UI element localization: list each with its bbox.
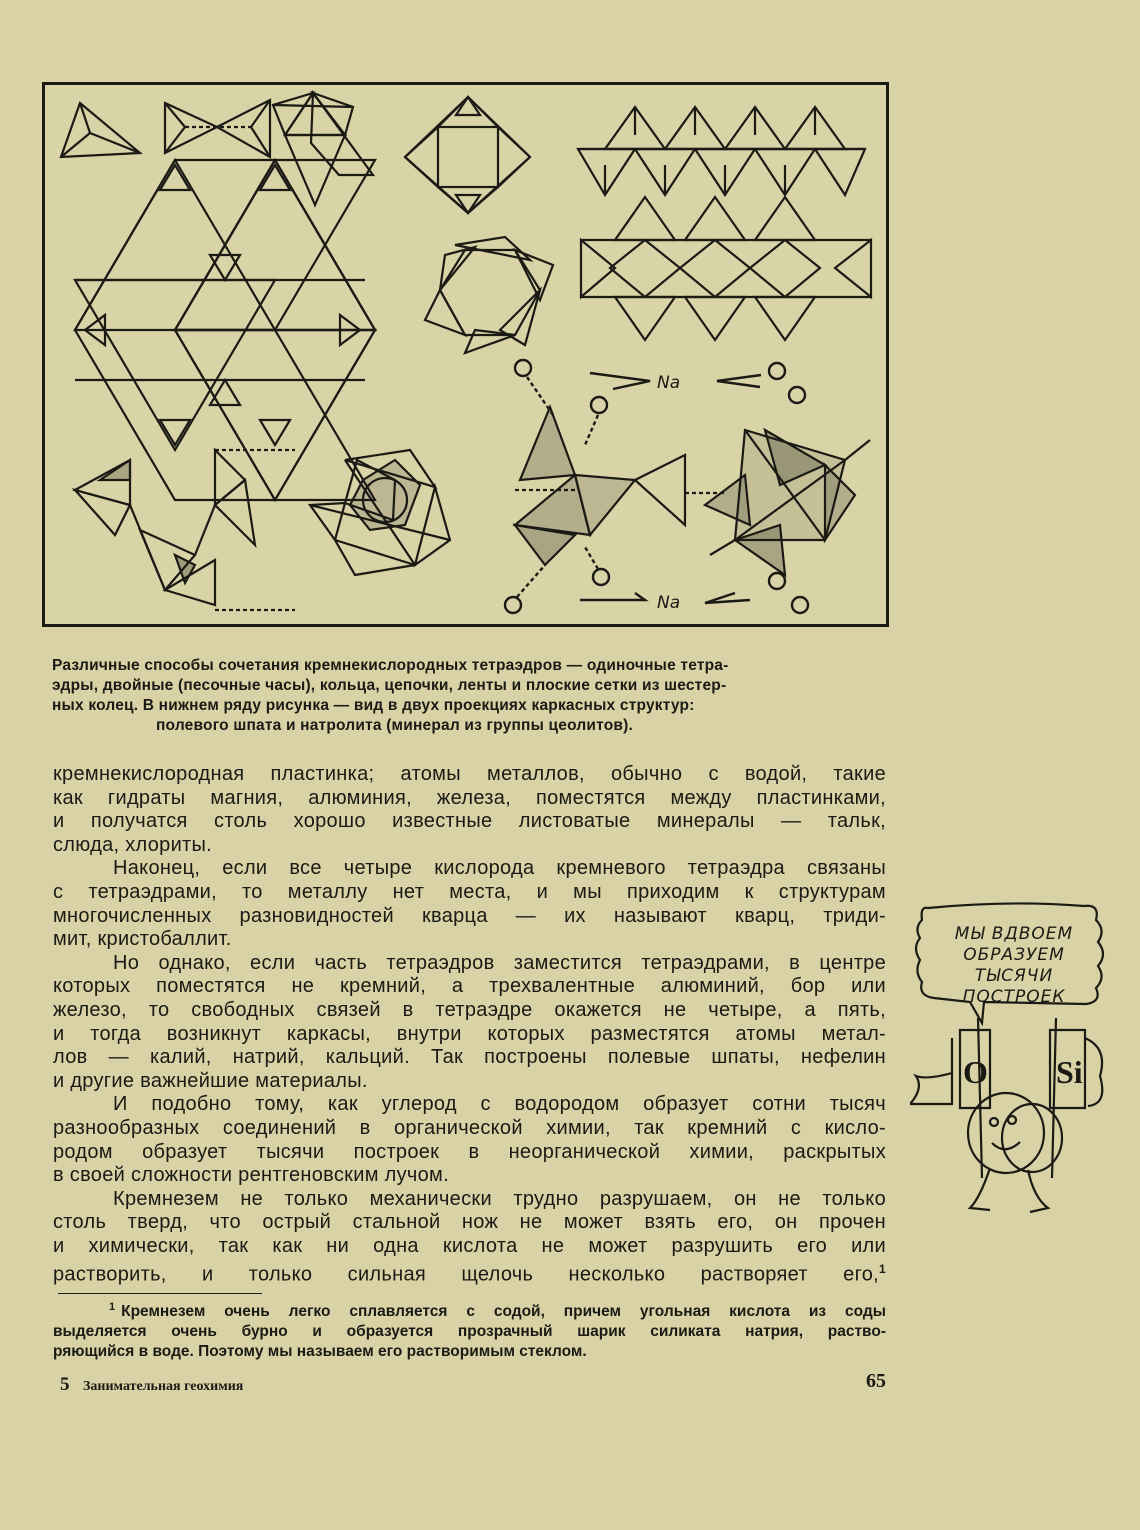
na-label-top: Na — [657, 373, 681, 393]
ring-of-four-icon — [405, 97, 530, 213]
figure-frame — [42, 82, 889, 627]
double-tetrahedron-icon — [165, 100, 270, 157]
body-line: мит, кристобаллит. — [53, 928, 232, 951]
body-line: и химически, так как ни одна кислота не может разрушить его или — [53, 1234, 886, 1257]
body-line: лов — калий, натрий, кальций. Так построены полевые шпаты, нефелин — [53, 1046, 886, 1069]
body-line: родом образует тысячи построек в неорганической химии, раскрытых — [53, 1140, 886, 1163]
body-line-with-footnote — [53, 1258, 886, 1287]
body-line: железо, то свободных связей в тетраэдре окажется не четыре, а пять, — [53, 998, 886, 1021]
book-signature — [60, 1374, 243, 1396]
caption-line: эдры, двойные (песочные часы), кольца, цепочки, ленты и плоские сетки из шестер- — [52, 677, 727, 694]
body-line: кремнекислородная пластинка; атомы металлов, обычно с водой, такие — [53, 763, 886, 785]
footnote-mark: 1 — [109, 1301, 116, 1313]
feldspar-framework-icon — [75, 450, 295, 610]
tetrahedra-band-icon — [581, 197, 871, 340]
tetrahedra-chain-icon — [578, 107, 865, 195]
silicon-flag-label: Si — [1056, 1054, 1083, 1090]
body-line: в своей сложности рентгеновским лучом. — [53, 1164, 449, 1187]
footnote — [53, 1297, 886, 1362]
speech-bubble-text — [930, 924, 1098, 1008]
footnote-divider — [58, 1293, 262, 1294]
page-number: 65 — [866, 1370, 886, 1392]
footnote-line: ряющийся в воде. Поэтому мы называем его растворимым стеклом. — [53, 1343, 587, 1361]
body-line: И подобно тому, как углерод с водородом образует сотни тысяч — [113, 1093, 886, 1116]
oxygen-flag-label: O — [963, 1054, 988, 1090]
caption-line: Различные способы сочетания кремнекислородных тетраэдров — одиночные тетра- — [52, 657, 729, 674]
natrolite-right-icon — [705, 430, 870, 575]
tetrahedra-figure — [45, 85, 886, 624]
body-line: и другие важнейшие материалы. — [53, 1069, 368, 1092]
single-tetrahedron-icon — [61, 103, 140, 157]
cartoon-o-si — [910, 898, 1108, 1220]
footnote-reference[interactable]: 1 — [879, 1262, 886, 1277]
bubble-line: ТЫСЯЧИ — [974, 966, 1054, 986]
caption-line: полевого шпата и натролита (минерал из группы цеолитов). — [156, 717, 633, 734]
body-line: разнообразных соединений в органической химии, так кремний с кисло- — [53, 1116, 886, 1139]
footnote-line: выделяется очень бурно и образуется прозрачный шарик силиката натрия, раство- — [53, 1323, 886, 1341]
body-line: Кремнезем не только механически трудно разрушаем, он не только — [113, 1187, 886, 1210]
book-title: Занимательная геохимия — [83, 1379, 244, 1394]
body-last-line: растворить, и только сильная щелочь несколько растворяет его, — [53, 1264, 880, 1287]
body-line: Но однако, если часть тетраэдров заместится тетраэдрами, в центре — [113, 951, 886, 974]
body-line: Наконец, если все четыре кислорода кремневого тетраэдра связаны — [113, 857, 886, 880]
natrolite-framework-icon — [515, 407, 725, 565]
footnote-line-text: Кремнезем очень легко сплавляется с содой, причем угольная кислота из соды — [121, 1303, 886, 1321]
bubble-line: ПОСТРОЕК — [962, 987, 1066, 1007]
bubble-line: ОБРАЗУЕМ — [963, 945, 1065, 965]
body-text — [53, 763, 886, 1288]
body-line: многочисленных разновидностей кварца — их называют кварц, триди- — [53, 904, 886, 927]
ring-of-six-icon — [425, 237, 553, 353]
body-line: столь тверд, что острый стальной нож не может взять его, он прочен — [53, 1211, 886, 1234]
body-line: которых поместятся не кремний, а трехвалентные алюминий, бор или — [53, 975, 886, 998]
star-projection-icon — [310, 450, 450, 575]
na-label-bottom: Na — [657, 593, 681, 613]
body-line: с тетраэдрами, то металлу нет места, и мы приходим к структурам — [53, 880, 886, 903]
footnote-line — [53, 1297, 886, 1322]
figure-caption — [52, 656, 890, 736]
signature-number: 5 — [60, 1374, 70, 1395]
body-line: как гидраты магния, алюминия, железа, поместятся между пластинками, — [53, 786, 886, 809]
body-line: и тогда возникнут каркасы, внутри которых разместятся атомы метал- — [53, 1022, 886, 1045]
body-line: и получатся столь хорошо известные листоватые минералы — тальк, — [53, 810, 886, 833]
caption-line: ных колец. В нижнем ряду рисунка — вид в двух проекциях каркасных структур: — [52, 697, 695, 714]
body-line: слюда, хлориты. — [53, 833, 213, 856]
bubble-line: МЫ ВДВОЕМ — [954, 924, 1074, 944]
